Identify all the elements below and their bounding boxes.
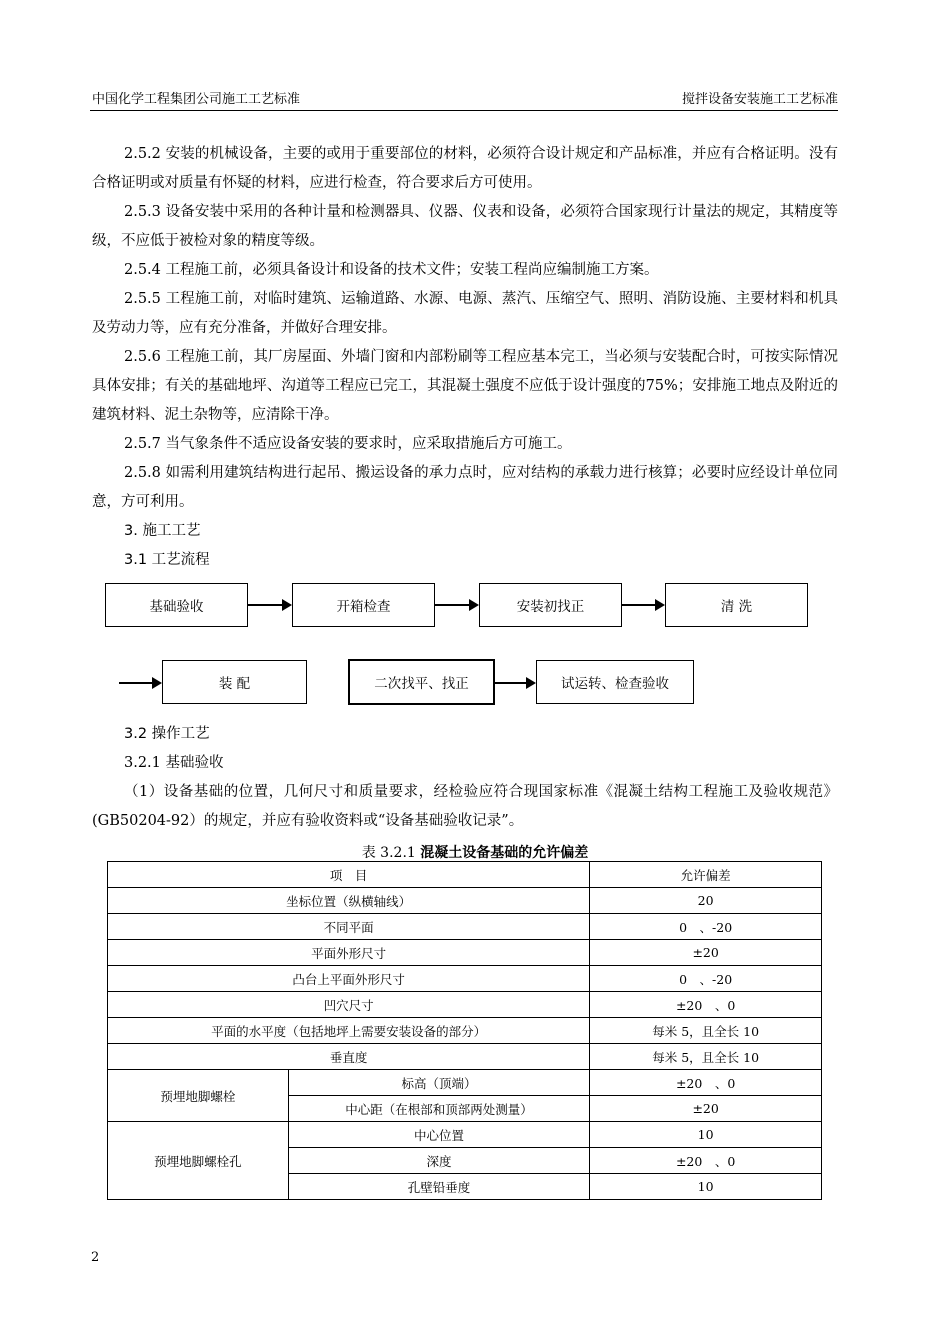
body-text [92,140,838,575]
paragraph-3-2-1-1: （1）设备基础的位置，几何尺寸和质量要求，经检验应符合现国家标准《混凝土结构工程施工及验收规范》(GB50204-92）的规定，并应有验收资料或“设备基础验收记录”。 [92,784,838,829]
table-header-row [108,862,822,888]
table-cell-value: ±20 、0 [590,1148,822,1174]
table-cell-value: ±20 、0 [590,992,822,1018]
flow-step-1: 基础验收 [105,583,248,627]
flow-arrow-3 [622,604,663,606]
table-cell-item: 不同平面 [108,914,590,940]
flow-step-6: 二次找平、找正 [348,659,495,705]
section-3-heading: 3. 施工工艺 [124,523,201,539]
table-row [108,1018,822,1044]
table-group-label-bolts: 预埋地脚螺栓 [108,1070,289,1122]
flow-arrow-1 [248,604,290,606]
table-cell-item: 平面外形尺寸 [108,940,590,966]
section-3-1-heading: 3.1 工艺流程 [124,552,210,568]
table-cell-subitem: 深度 [288,1148,590,1174]
table-cell-value: 每米 5，且全长 10 [590,1018,822,1044]
header-rule [90,110,838,111]
table-cell-item: 凹穴尺寸 [108,992,590,1018]
table-row [108,888,822,914]
paragraph-2-5-6: 2.5.6 工程施工前，其厂房屋面、外墙门窗和内部粉刷等工程应基本完工，当必须与安装配合时，可按实际情况具体安排；有关的基础地坪、沟道等工程应已完工，其混凝土强度不应低于设计强度的75%；安排施工地点及附近的建筑材料、泥土杂物等，应清除干净。 [92,349,838,423]
table-cell-value: 20 [590,888,822,914]
flow-step-7: 试运转、检查验收 [536,660,694,704]
table-cell-subitem: 中心距（在根部和顶部两处测量） [288,1096,590,1122]
table-row [108,966,822,992]
paragraph-2-5-4: 2.5.4 工程施工前，必须具备设计和设备的技术文件；安装工程尚应编制施工方案。 [124,262,659,278]
table-cell-subitem: 孔壁铅垂度 [288,1174,590,1200]
paragraph-2-5-5: 2.5.5 工程施工前，对临时建筑、运输道路、水源、电源、蒸汽、压缩空气、照明、消防设施、主要材料和机具及劳动力等，应有充分准备，并做好合理安排。 [92,291,838,336]
table-caption-title: 混凝土设备基础的允许偏差 [420,845,589,861]
paragraph-2-5-2: 2.5.2 安装的机械设备，主要的或用于重要部位的材料，必须符合设计规定和产品标准，并应有合格证明。没有合格证明或对质量有怀疑的材料，应进行检查，符合要求后方可使用。 [92,146,838,191]
table-row [108,1122,822,1148]
table-caption [0,842,950,862]
table-cell-value: 每米 5，且全长 10 [590,1044,822,1070]
table-row [108,940,822,966]
flow-arrow-2 [435,604,477,606]
table-cell-subitem: 标高（顶端） [288,1070,590,1096]
table-cell-value: 0 、-20 [590,966,822,992]
table-cell-value: 10 [590,1122,822,1148]
table-header-tolerance: 允许偏差 [590,862,822,888]
flow-step-2: 开箱检查 [292,583,435,627]
table-row [108,1070,822,1096]
table-row [108,914,822,940]
flow-arrow-5 [495,682,534,684]
paragraph-2-5-7: 2.5.7 当气象条件不适应设备安装的要求时，应采取措施后方可施工。 [124,436,572,452]
table-cell-item: 平面的水平度（包括地坪上需要安装设备的部分） [108,1018,590,1044]
header-left: 中国化学工程集团公司施工工艺标准 [92,92,301,107]
header-right: 搅拌设备安装施工工艺标准 [681,92,838,107]
table-cell-item: 垂直度 [108,1044,590,1070]
tolerance-table [107,861,822,1200]
table-cell-item: 坐标位置（纵横轴线） [108,888,590,914]
table-cell-value: ±20 [590,1096,822,1122]
table-cell-value: ±20 、0 [590,1070,822,1096]
table-row [108,1044,822,1070]
operation-section [92,720,838,836]
table-header-item: 项 目 [108,862,590,888]
table-cell-value: 10 [590,1174,822,1200]
flow-step-4: 清 洗 [665,583,808,627]
page-number: 2 [91,1250,100,1265]
flow-step-5: 装 配 [162,660,307,704]
paragraph-2-5-3: 2.5.3 设备安装中采用的各种计量和检测器具、仪器、仪表和设备，必须符合国家现行计量法的规定，其精度等级，不应低于被检对象的精度等级。 [92,204,838,249]
section-3-2-heading: 3.2 操作工艺 [124,726,210,742]
table-cell-value: ±20 [590,940,822,966]
flow-arrow-4 [119,682,160,684]
section-3-2-1-heading: 3.2.1 基础验收 [124,755,224,771]
table-group-label-bolt-holes: 预埋地脚螺栓孔 [108,1122,289,1200]
paragraph-2-5-8: 2.5.8 如需利用建筑结构进行起吊、搬运设备的承力点时，应对结构的承载力进行核算；必要时应经设计单位同意，方可利用。 [92,465,838,510]
table-cell-subitem: 中心位置 [288,1122,590,1148]
table-caption-number: 表 3.2.1 [361,845,421,861]
table-cell-value: 0 、-20 [590,914,822,940]
table-cell-item: 凸台上平面外形尺寸 [108,966,590,992]
flow-step-3: 安装初找正 [479,583,622,627]
table-row [108,992,822,1018]
